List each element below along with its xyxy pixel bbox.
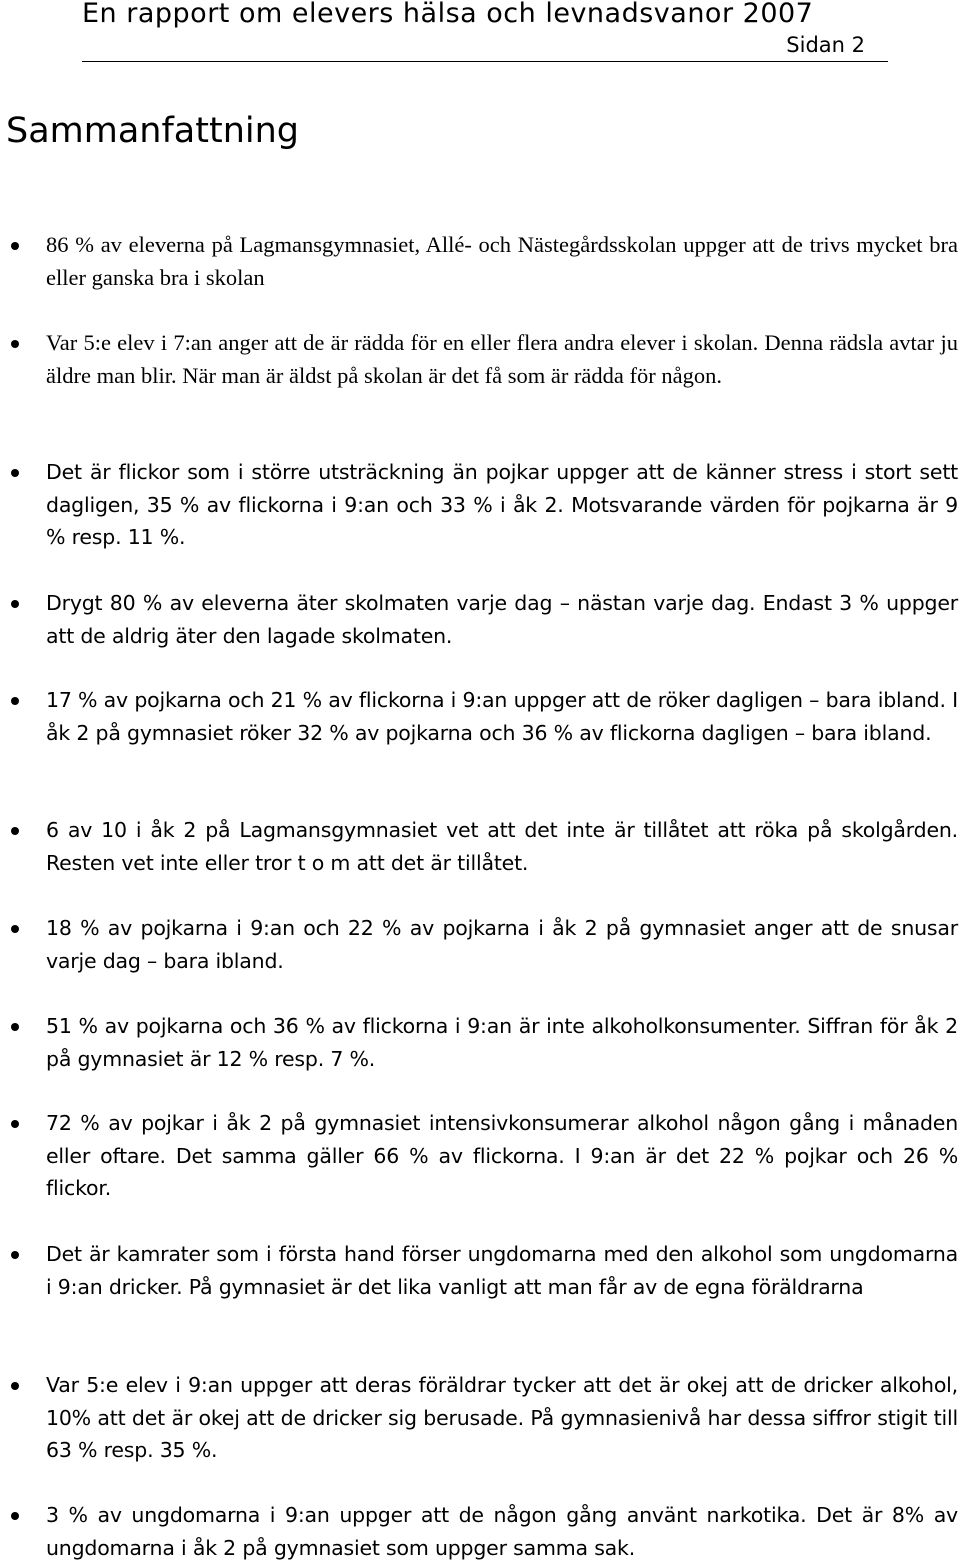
bullet-dot [11, 1023, 19, 1031]
bullet-dot [11, 1120, 19, 1128]
bullet-dot [11, 600, 19, 608]
bullet-dot [11, 1512, 19, 1520]
bullet-text: 51 % av pojkarna och 36 % av flickorna i 9:an är inte alkoholkonsumenter. Siffran för åk 2 på gymnasiet är 12 % resp. 7 %. [46, 1014, 958, 1071]
bullet-item [46, 229, 958, 294]
bullet-text: 17 % av pojkarna och 21 % av flickorna i 9:an uppger att de röker dagligen – bara ibland. I åk 2 på gymnasiet röker 32 % av pojkarna och 36 % av flickorna dagligen – bara ibland. [46, 688, 958, 745]
bullet-item [46, 587, 958, 652]
page-number: Sidan 2 [786, 33, 865, 57]
bullet-item [46, 1238, 958, 1303]
bullet-dot [11, 340, 19, 348]
bullet-dot [11, 242, 19, 250]
bullet-text: Var 5:e elev i 9:an uppger att deras föräldrar tycker att det är okej att de dricker alkohol, 10% att det är okej att de dricker sig berusade. På gymnasienivå har dessa siffror stigit till 63 % resp. 35 %. [46, 1373, 958, 1462]
bullet-item [46, 1369, 958, 1467]
bullet-dot [11, 1382, 19, 1390]
bullet-text: 72 % av pojkar i åk 2 på gymnasiet intensivkonsumerar alkohol någon gång i månaden eller oftare. Det samma gäller 66 % av flickorna. I 9:an är det 22 % pojkar och 26 % flickor. [46, 1111, 958, 1200]
bullet-text: Drygt 80 % av eleverna äter skolmaten varje dag – nästan varje dag. Endast 3 % uppger att de aldrig äter den lagade skolmaten. [46, 591, 958, 648]
bullet-text: 3 % av ungdomarna i 9:an uppger att de någon gång använt narkotika. Det är 8% av ungdomarna i åk 2 på gymnasiet som uppger samma sak. [46, 1503, 958, 1560]
bullet-item [46, 1010, 958, 1075]
bullet-item [46, 912, 958, 977]
bullet-dot [11, 827, 19, 835]
bullet-dot [11, 469, 19, 477]
bullet-dot [11, 697, 19, 705]
bullet-item [46, 456, 958, 554]
bullet-item [46, 1499, 958, 1564]
bullet-item [46, 1107, 958, 1205]
bullet-item [46, 684, 958, 749]
bullet-dot [11, 1251, 19, 1259]
bullet-item [46, 814, 958, 879]
bullet-item [46, 327, 958, 392]
bullet-text: Var 5:e elev i 7:an anger att de är rädda för en eller flera andra elever i skolan. Denna rädsla avtar ju äldre man blir. När man är äldst på skolan är det få som är rädda för någon. [46, 330, 958, 388]
bullet-text: 6 av 10 i åk 2 på Lagmansgymnasiet vet att det inte är tillåtet att röka på skolgården. Resten vet inte eller tror t o m att det är tillåtet. [46, 818, 958, 875]
bullet-text: 86 % av eleverna på Lagmansgymnasiet, Allé- och Nästegårdsskolan uppger att de trivs mycket bra eller ganska bra i skolan [46, 232, 958, 290]
bullet-text: 18 % av pojkarna i 9:an och 22 % av pojkarna i åk 2 på gymnasiet anger att de snusar varje dag – bara ibland. [46, 916, 958, 973]
section-title: Sammanfattning [6, 111, 300, 151]
bullet-text: Det är kamrater som i första hand förser ungdomarna med den alkohol som ungdomarna i 9:an dricker. På gymnasiet är det lika vanligt att man får av de egna föräldrarna [46, 1242, 958, 1299]
bullet-dot [11, 925, 19, 933]
header-divider [82, 61, 888, 62]
bullet-text: Det är flickor som i större utsträckning än pojkar uppger att de känner stress i stort sett dagligen, 35 % av flickorna i 9:an och 33 % i åk 2. Motsvarande värden för pojkarna är 9 % resp. 11 %. [46, 460, 958, 549]
document-header-title: En rapport om elevers hälsa och levnadsvanor 2007 [82, 0, 814, 29]
